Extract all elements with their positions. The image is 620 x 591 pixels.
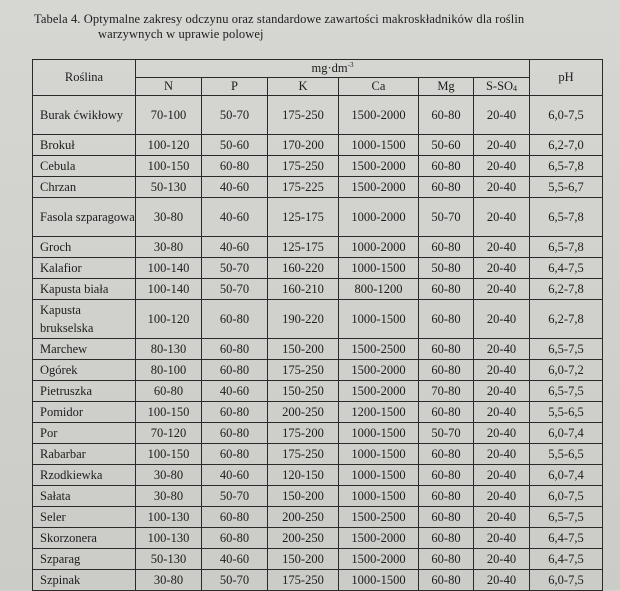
- cell-p: 40-60: [202, 237, 268, 258]
- cell-s-so4: 20-40: [474, 465, 530, 486]
- cell-s-so4: 20-40: [474, 339, 530, 360]
- cell-p: 50-70: [202, 570, 268, 591]
- cell-p: 60-80: [202, 402, 268, 423]
- cell-n: 100-120: [136, 135, 202, 156]
- cell-ph: 6,5-7,8: [530, 156, 603, 177]
- cell-ca: 1000-1500: [339, 258, 419, 279]
- cell-plant: Kapusta biała: [33, 279, 136, 300]
- cell-plant: Cebula: [33, 156, 136, 177]
- cell-ca: 1500-2500: [339, 339, 419, 360]
- cell-k: 175-225: [268, 177, 339, 198]
- cell-plant: Kapusta brukselska: [33, 300, 136, 339]
- cell-n: 80-100: [136, 360, 202, 381]
- cell-mg: 60-80: [419, 339, 474, 360]
- cell-p: 40-60: [202, 381, 268, 402]
- cell-ph: 5,5-6,5: [530, 402, 603, 423]
- header-p: P: [202, 78, 268, 96]
- cell-ph: 5,5-6,7: [530, 177, 603, 198]
- cell-ph: 6,0-7,4: [530, 423, 603, 444]
- table-row: [33, 528, 603, 549]
- cell-k: 200-250: [268, 507, 339, 528]
- cell-p: 40-60: [202, 465, 268, 486]
- cell-k: 200-250: [268, 528, 339, 549]
- table-row: [33, 444, 603, 465]
- table-row: [33, 402, 603, 423]
- table-row: [33, 96, 603, 135]
- cell-ph: 6,4-7,5: [530, 258, 603, 279]
- cell-n: 100-120: [136, 300, 202, 339]
- caption-line-2: warzywnych w uprawie polowej: [98, 27, 264, 41]
- cell-p: 50-70: [202, 279, 268, 300]
- cell-s-so4: 20-40: [474, 549, 530, 570]
- cell-p: 60-80: [202, 423, 268, 444]
- cell-p: 40-60: [202, 549, 268, 570]
- table-row: [33, 465, 603, 486]
- cell-s-so4: 20-40: [474, 444, 530, 465]
- cell-n: 100-140: [136, 258, 202, 279]
- cell-ca: 1000-1500: [339, 135, 419, 156]
- cell-ph: 6,0-7,5: [530, 570, 603, 591]
- cell-ca: 1500-2000: [339, 96, 419, 135]
- cell-k: 175-250: [268, 156, 339, 177]
- cell-mg: 60-80: [419, 570, 474, 591]
- header-n: N: [136, 78, 202, 96]
- cell-mg: 60-80: [419, 237, 474, 258]
- cell-p: 60-80: [202, 444, 268, 465]
- cell-plant: Sałata: [33, 486, 136, 507]
- table-row: [33, 279, 603, 300]
- cell-k: 120-150: [268, 465, 339, 486]
- cell-mg: 60-80: [419, 549, 474, 570]
- cell-plant: Pomidor: [33, 402, 136, 423]
- cell-ph: 6,0-7,2: [530, 360, 603, 381]
- cell-ph: 6,5-7,5: [530, 507, 603, 528]
- cell-mg: 70-80: [419, 381, 474, 402]
- header-plant: Roślina: [33, 60, 136, 96]
- cell-n: 100-130: [136, 507, 202, 528]
- table-row: [33, 237, 603, 258]
- cell-s-so4: 20-40: [474, 360, 530, 381]
- cell-plant: Chrzan: [33, 177, 136, 198]
- cell-ca: 1500-2500: [339, 507, 419, 528]
- cell-plant: Ogórek: [33, 360, 136, 381]
- cell-k: 190-220: [268, 300, 339, 339]
- cell-n: 100-140: [136, 279, 202, 300]
- cell-k: 200-250: [268, 402, 339, 423]
- cell-k: 150-200: [268, 549, 339, 570]
- cell-n: 60-80: [136, 381, 202, 402]
- cell-s-so4: 20-40: [474, 423, 530, 444]
- cell-k: 160-220: [268, 258, 339, 279]
- cell-n: 30-80: [136, 465, 202, 486]
- cell-k: 175-250: [268, 96, 339, 135]
- cell-n: 80-130: [136, 339, 202, 360]
- table-row: [33, 258, 603, 279]
- table-row: [33, 156, 603, 177]
- cell-ca: 1500-2000: [339, 360, 419, 381]
- cell-k: 160-210: [268, 279, 339, 300]
- cell-ca: 1500-2000: [339, 177, 419, 198]
- cell-k: 175-250: [268, 444, 339, 465]
- cell-p: 50-70: [202, 96, 268, 135]
- cell-ca: 1000-2000: [339, 237, 419, 258]
- cell-p: 60-80: [202, 339, 268, 360]
- cell-n: 50-130: [136, 177, 202, 198]
- cell-mg: 60-80: [419, 96, 474, 135]
- table-row: [33, 177, 603, 198]
- cell-p: 40-60: [202, 198, 268, 237]
- cell-n: 30-80: [136, 570, 202, 591]
- table-row: [33, 549, 603, 570]
- table-row: [33, 381, 603, 402]
- cell-ca: 1500-2000: [339, 381, 419, 402]
- table-row: [33, 135, 603, 156]
- cell-s-so4: 20-40: [474, 258, 530, 279]
- table-row: [33, 486, 603, 507]
- header-mg: Mg: [419, 78, 474, 96]
- table-row: [33, 198, 603, 237]
- cell-k: 170-200: [268, 135, 339, 156]
- cell-ca: 800-1200: [339, 279, 419, 300]
- cell-ca: 1000-1500: [339, 423, 419, 444]
- table-row: [33, 360, 603, 381]
- cell-ca: 1000-1500: [339, 570, 419, 591]
- cell-p: 60-80: [202, 528, 268, 549]
- cell-mg: 60-80: [419, 177, 474, 198]
- cell-ca: 1500-2000: [339, 156, 419, 177]
- cell-mg: 60-80: [419, 402, 474, 423]
- cell-n: 50-130: [136, 549, 202, 570]
- cell-p: 60-80: [202, 300, 268, 339]
- cell-p: 60-80: [202, 360, 268, 381]
- cell-k: 175-250: [268, 360, 339, 381]
- cell-ca: 1500-2000: [339, 528, 419, 549]
- cell-s-so4: 20-40: [474, 570, 530, 591]
- cell-s-so4: 20-40: [474, 402, 530, 423]
- header-ca: Ca: [339, 78, 419, 96]
- cell-mg: 60-80: [419, 465, 474, 486]
- cell-plant: Szpinak: [33, 570, 136, 591]
- cell-n: 70-120: [136, 423, 202, 444]
- cell-ph: 6,5-7,8: [530, 198, 603, 237]
- cell-n: 100-150: [136, 444, 202, 465]
- cell-s-so4: 20-40: [474, 135, 530, 156]
- cell-mg: 60-80: [419, 444, 474, 465]
- cell-plant: Rzodkiewka: [33, 465, 136, 486]
- table-row: [33, 339, 603, 360]
- cell-ph: 6,0-7,4: [530, 465, 603, 486]
- cell-p: 50-70: [202, 486, 268, 507]
- cell-s-so4: 20-40: [474, 528, 530, 549]
- cell-ph: 6,5-7,5: [530, 381, 603, 402]
- cell-ca: 1000-1500: [339, 465, 419, 486]
- cell-ph: 6,5-7,8: [530, 237, 603, 258]
- cell-ph: 6,2-7,0: [530, 135, 603, 156]
- cell-plant: Pietruszka: [33, 381, 136, 402]
- table-body: [33, 96, 603, 591]
- cell-mg: 60-80: [419, 486, 474, 507]
- cell-k: 125-175: [268, 237, 339, 258]
- cell-s-so4: 20-40: [474, 279, 530, 300]
- cell-ca: 1000-1500: [339, 444, 419, 465]
- cell-k: 150-200: [268, 486, 339, 507]
- cell-n: 30-80: [136, 198, 202, 237]
- cell-n: 70-100: [136, 96, 202, 135]
- nutrient-table: [32, 59, 603, 591]
- cell-mg: 60-80: [419, 279, 474, 300]
- cell-s-so4: 20-40: [474, 300, 530, 339]
- cell-s-so4: 20-40: [474, 156, 530, 177]
- cell-plant: Marchew: [33, 339, 136, 360]
- cell-k: 150-250: [268, 381, 339, 402]
- cell-mg: 60-80: [419, 300, 474, 339]
- cell-plant: Groch: [33, 237, 136, 258]
- cell-k: 175-200: [268, 423, 339, 444]
- cell-ca: 1000-2000: [339, 198, 419, 237]
- cell-s-so4: 20-40: [474, 198, 530, 237]
- cell-ph: 6,2-7,8: [530, 279, 603, 300]
- cell-n: 100-130: [136, 528, 202, 549]
- cell-plant: Brokuł: [33, 135, 136, 156]
- table-row: [33, 507, 603, 528]
- cell-s-so4: 20-40: [474, 237, 530, 258]
- header-s-so4: S-SO4: [474, 78, 530, 96]
- table-row: [33, 423, 603, 444]
- cell-ph: 6,5-7,5: [530, 339, 603, 360]
- cell-n: 100-150: [136, 156, 202, 177]
- cell-ca: 1000-1500: [339, 300, 419, 339]
- cell-s-so4: 20-40: [474, 381, 530, 402]
- cell-n: 30-80: [136, 237, 202, 258]
- header-ph: pH: [530, 60, 603, 96]
- cell-p: 60-80: [202, 507, 268, 528]
- cell-k: 175-250: [268, 570, 339, 591]
- cell-ph: 5,5-6,5: [530, 444, 603, 465]
- cell-ph: 6,4-7,5: [530, 528, 603, 549]
- table-row: [33, 300, 603, 339]
- cell-s-so4: 20-40: [474, 177, 530, 198]
- cell-ph: 6,0-7,5: [530, 96, 603, 135]
- cell-k: 125-175: [268, 198, 339, 237]
- cell-mg: 60-80: [419, 507, 474, 528]
- header-k: K: [268, 78, 339, 96]
- cell-mg: 60-80: [419, 528, 474, 549]
- cell-plant: Fasola szparagowa: [33, 198, 136, 237]
- cell-ph: 6,2-7,8: [530, 300, 603, 339]
- cell-n: 100-150: [136, 402, 202, 423]
- cell-k: 150-200: [268, 339, 339, 360]
- cell-ca: 1200-1500: [339, 402, 419, 423]
- cell-plant: Burak ćwikłowy: [33, 96, 136, 135]
- caption-line-1: Tabela 4. Optymalne zakresy odczynu oraz standardowe zawartości makroskładników dla roślin: [34, 12, 525, 26]
- cell-s-so4: 20-40: [474, 486, 530, 507]
- cell-mg: 50-70: [419, 198, 474, 237]
- cell-p: 50-70: [202, 258, 268, 279]
- table-caption: [34, 12, 604, 42]
- cell-plant: Kalafior: [33, 258, 136, 279]
- cell-plant: Seler: [33, 507, 136, 528]
- cell-s-so4: 20-40: [474, 507, 530, 528]
- cell-s-so4: 20-40: [474, 96, 530, 135]
- cell-ca: 1500-2000: [339, 549, 419, 570]
- cell-p: 40-60: [202, 177, 268, 198]
- cell-plant: Rabarbar: [33, 444, 136, 465]
- cell-mg: 50-60: [419, 135, 474, 156]
- cell-mg: 60-80: [419, 156, 474, 177]
- cell-mg: 50-80: [419, 258, 474, 279]
- cell-ph: 6,4-7,5: [530, 549, 603, 570]
- cell-plant: Skorzonera: [33, 528, 136, 549]
- cell-ca: 1000-1500: [339, 486, 419, 507]
- cell-p: 60-80: [202, 156, 268, 177]
- cell-plant: Por: [33, 423, 136, 444]
- cell-p: 50-60: [202, 135, 268, 156]
- cell-n: 30-80: [136, 486, 202, 507]
- cell-plant: Szparag: [33, 549, 136, 570]
- table-row: [33, 570, 603, 591]
- cell-mg: 50-70: [419, 423, 474, 444]
- cell-ph: 6,0-7,5: [530, 486, 603, 507]
- header-unit: $mg\cdot dm^{-3}$: [136, 60, 530, 78]
- cell-mg: 60-80: [419, 360, 474, 381]
